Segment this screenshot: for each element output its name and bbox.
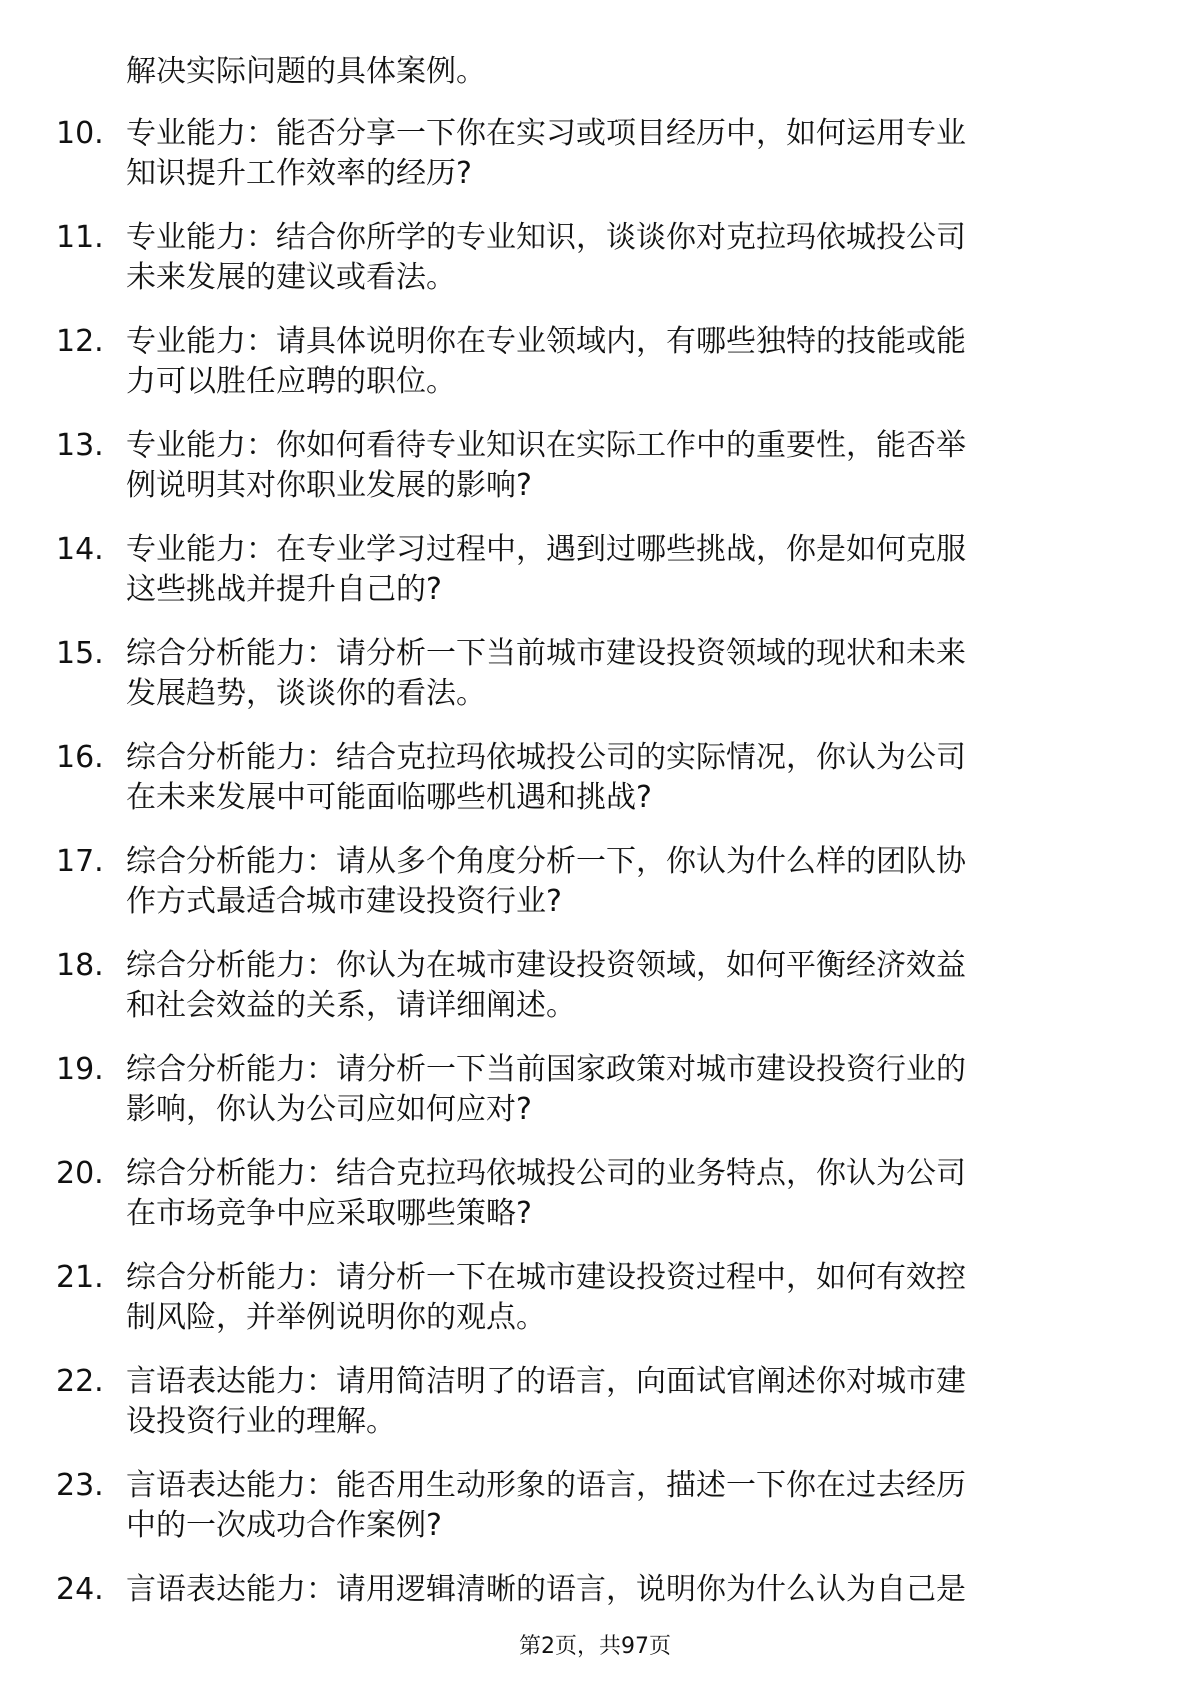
question-text-line: 专业能力：在专业学习过程中，遇到过哪些挑战，你是如何克服 bbox=[126, 532, 966, 567]
question-text-line: 例说明其对你职业发展的影响? bbox=[126, 468, 532, 503]
question-text-line: 影响，你认为公司应如何应对? bbox=[126, 1092, 532, 1127]
question-number: 16. bbox=[56, 740, 104, 775]
question-item bbox=[0, 218, 1190, 322]
question-number: 21. bbox=[56, 1260, 104, 1295]
question-text-line: 综合分析能力：请分析一下当前城市建设投资领域的现状和未来 bbox=[126, 636, 966, 671]
question-text-line: 综合分析能力：你认为在城市建设投资领域，如何平衡经济效益 bbox=[126, 948, 966, 983]
question-text-line: 言语表达能力：请用简洁明了的语言，向面试官阐述你对城市建 bbox=[126, 1364, 966, 1399]
question-text-line: 言语表达能力：能否用生动形象的语言，描述一下你在过去经历 bbox=[126, 1468, 966, 1503]
question-number: 10. bbox=[56, 116, 104, 151]
question-number: 23. bbox=[56, 1468, 104, 1503]
question-item bbox=[0, 1466, 1190, 1570]
question-item bbox=[0, 842, 1190, 946]
question-text bbox=[126, 1570, 1106, 1610]
question-text-line: 专业能力：你如何看待专业知识在实际工作中的重要性，能否举 bbox=[126, 428, 966, 463]
question-text-line: 在市场竞争中应采取哪些策略? bbox=[126, 1196, 532, 1231]
question-number: 13. bbox=[56, 428, 104, 463]
question-item bbox=[0, 426, 1190, 530]
question-text bbox=[126, 1258, 1106, 1338]
question-text-line: 综合分析能力：结合克拉玛依城投公司的业务特点，你认为公司 bbox=[126, 1156, 966, 1191]
question-text-line: 综合分析能力：请分析一下当前国家政策对城市建设投资行业的 bbox=[126, 1052, 966, 1087]
question-text-line: 发展趋势，谈谈你的看法。 bbox=[126, 676, 486, 711]
question-text-line: 综合分析能力：请分析一下在城市建设投资过程中，如何有效控 bbox=[126, 1260, 966, 1295]
question-text bbox=[126, 738, 1106, 818]
question-item bbox=[0, 946, 1190, 1050]
question-text bbox=[126, 1154, 1106, 1234]
question-text bbox=[126, 842, 1106, 922]
question-text-line: 制风险，并举例说明你的观点。 bbox=[126, 1300, 546, 1335]
question-item bbox=[0, 1362, 1190, 1466]
question-number: 15. bbox=[56, 636, 104, 671]
question-text bbox=[126, 218, 1106, 298]
question-number: 22. bbox=[56, 1364, 104, 1399]
question-text-line: 作方式最适合城市建设投资行业? bbox=[126, 884, 562, 919]
question-text-line: 力可以胜任应聘的职位。 bbox=[126, 364, 456, 399]
question-text-line: 专业能力：能否分享一下你在实习或项目经历中，如何运用专业 bbox=[126, 116, 966, 151]
question-item bbox=[0, 738, 1190, 842]
page-footer: 第2页，共97页 bbox=[519, 1634, 671, 1659]
question-text-line: 专业能力：结合你所学的专业知识，谈谈你对克拉玛依城投公司 bbox=[126, 220, 966, 255]
question-number: 19. bbox=[56, 1052, 104, 1087]
question-number: 18. bbox=[56, 948, 104, 983]
question-text bbox=[126, 530, 1106, 610]
question-text-line: 这些挑战并提升自己的? bbox=[126, 572, 442, 607]
question-number: 20. bbox=[56, 1156, 104, 1191]
question-text bbox=[126, 1362, 1106, 1442]
question-number: 11. bbox=[56, 220, 104, 255]
question-text-line: 和社会效益的关系，请详细阐述。 bbox=[126, 988, 576, 1023]
question-item bbox=[0, 322, 1190, 426]
question-text bbox=[126, 634, 1106, 714]
question-text-line: 综合分析能力：请从多个角度分析一下，你认为什么样的团队协 bbox=[126, 844, 966, 879]
question-item bbox=[0, 1258, 1190, 1362]
question-text-line: 知识提升工作效率的经历? bbox=[126, 156, 472, 191]
question-text-line: 言语表达能力：请用逻辑清晰的语言，说明你为什么认为自己是 bbox=[126, 1572, 966, 1607]
question-number: 24. bbox=[56, 1572, 104, 1607]
question-text bbox=[126, 322, 1106, 402]
question-item bbox=[0, 114, 1190, 218]
question-text bbox=[126, 1050, 1106, 1130]
question-number: 12. bbox=[56, 324, 104, 359]
question-text-line: 在未来发展中可能面临哪些机遇和挑战? bbox=[126, 780, 652, 815]
question-item bbox=[0, 634, 1190, 738]
question-text bbox=[126, 1466, 1106, 1546]
question-text-line: 综合分析能力：结合克拉玛依城投公司的实际情况，你认为公司 bbox=[126, 740, 966, 775]
question-text-line: 设投资行业的理解。 bbox=[126, 1404, 396, 1439]
continuation-text: 解决实际问题的具体案例。 bbox=[126, 54, 486, 89]
question-number: 17. bbox=[56, 844, 104, 879]
question-item bbox=[0, 1050, 1190, 1154]
question-text-line: 未来发展的建议或看法。 bbox=[126, 260, 456, 295]
question-text bbox=[126, 426, 1106, 506]
question-text bbox=[126, 114, 1106, 194]
question-item bbox=[0, 530, 1190, 634]
question-list bbox=[0, 114, 1190, 1674]
question-item bbox=[0, 1154, 1190, 1258]
question-text bbox=[126, 946, 1106, 1026]
question-text-line: 中的一次成功合作案例? bbox=[126, 1508, 442, 1543]
question-text-line: 专业能力：请具体说明你在专业领域内，有哪些独特的技能或能 bbox=[126, 324, 966, 359]
question-number: 14. bbox=[56, 532, 104, 567]
